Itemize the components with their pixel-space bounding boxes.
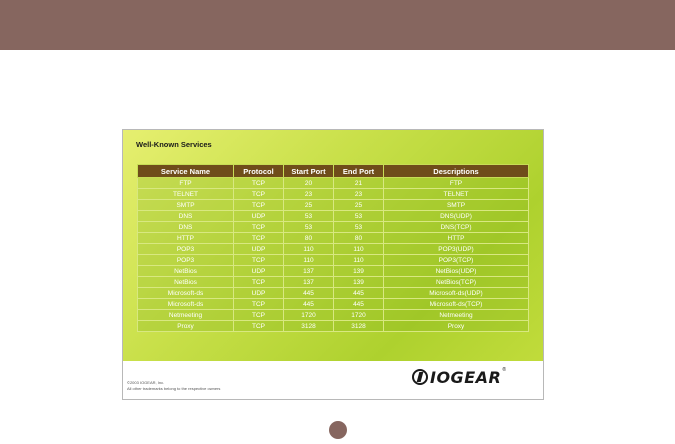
cell-service-name: DNS <box>138 211 234 222</box>
cell-end-port: 23 <box>334 189 384 200</box>
cell-service-name: DNS <box>138 222 234 233</box>
cell-service-name: Microsoft-ds <box>138 299 234 310</box>
cell-description: POP3(UDP) <box>384 244 529 255</box>
services-table <box>137 164 529 332</box>
cell-end-port: 3128 <box>334 321 384 332</box>
cell-description: Proxy <box>384 321 529 332</box>
panel-title: Well-Known Services <box>136 140 212 149</box>
cell-start-port: 23 <box>284 189 334 200</box>
cell-description: NetBios(TCP) <box>384 277 529 288</box>
cell-end-port: 53 <box>334 222 384 233</box>
services-screenshot <box>122 129 544 400</box>
table-header-row <box>138 165 529 178</box>
cell-description: FTP <box>384 178 529 189</box>
cell-service-name: POP3 <box>138 244 234 255</box>
cell-end-port: 80 <box>334 233 384 244</box>
cell-description: SMTP <box>384 200 529 211</box>
copyright-text: ©2003 IOGEAR, Inc. <box>127 380 165 385</box>
table-row <box>138 299 529 310</box>
cell-start-port: 137 <box>284 277 334 288</box>
cell-end-port: 21 <box>334 178 384 189</box>
cell-protocol: TCP <box>234 299 284 310</box>
cell-start-port: 25 <box>284 200 334 211</box>
cell-start-port: 110 <box>284 255 334 266</box>
table-row <box>138 310 529 321</box>
cell-service-name: NetBios <box>138 277 234 288</box>
cell-service-name: Microsoft-ds <box>138 288 234 299</box>
table-row <box>138 321 529 332</box>
cell-service-name: TELNET <box>138 189 234 200</box>
table-row <box>138 233 529 244</box>
cell-protocol: TCP <box>234 310 284 321</box>
cell-end-port: 53 <box>334 211 384 222</box>
cell-end-port: 110 <box>334 255 384 266</box>
cell-end-port: 110 <box>334 244 384 255</box>
column-header-service-name: Service Name <box>138 165 234 178</box>
cell-description: POP3(TCP) <box>384 255 529 266</box>
cell-protocol: TCP <box>234 233 284 244</box>
cell-protocol: TCP <box>234 277 284 288</box>
iogear-logo <box>412 367 538 387</box>
cell-description: DNS(TCP) <box>384 222 529 233</box>
table-row <box>138 189 529 200</box>
cell-description: Netmeeting <box>384 310 529 321</box>
cell-service-name: NetBios <box>138 266 234 277</box>
cell-end-port: 25 <box>334 200 384 211</box>
cell-protocol: UDP <box>234 266 284 277</box>
table-row <box>138 244 529 255</box>
cell-protocol: TCP <box>234 255 284 266</box>
cell-service-name: Proxy <box>138 321 234 332</box>
cell-start-port: 20 <box>284 178 334 189</box>
page-indicator-dot <box>329 421 347 439</box>
cell-end-port: 139 <box>334 266 384 277</box>
cell-service-name: POP3 <box>138 255 234 266</box>
cell-start-port: 80 <box>284 233 334 244</box>
cell-start-port: 445 <box>284 288 334 299</box>
cell-protocol: UDP <box>234 211 284 222</box>
table-row <box>138 255 529 266</box>
cell-description: NetBios(UDP) <box>384 266 529 277</box>
cell-end-port: 1720 <box>334 310 384 321</box>
cell-end-port: 445 <box>334 288 384 299</box>
column-header-end-port: End Port <box>334 165 384 178</box>
cell-start-port: 445 <box>284 299 334 310</box>
registered-mark: ® <box>502 367 507 373</box>
cell-description: DNS(UDP) <box>384 211 529 222</box>
cell-start-port: 3128 <box>284 321 334 332</box>
table-row <box>138 178 529 189</box>
cell-end-port: 445 <box>334 299 384 310</box>
cell-protocol: TCP <box>234 200 284 211</box>
table-row <box>138 211 529 222</box>
cell-protocol: TCP <box>234 321 284 332</box>
cell-description: TELNET <box>384 189 529 200</box>
cell-protocol: TCP <box>234 222 284 233</box>
cell-end-port: 139 <box>334 277 384 288</box>
table-row <box>138 266 529 277</box>
trademark-text: All other trademarks belong to the respective owners <box>127 386 221 391</box>
cell-start-port: 137 <box>284 266 334 277</box>
column-header-descriptions: Descriptions <box>384 165 529 178</box>
cell-protocol: TCP <box>234 178 284 189</box>
cell-description: HTTP <box>384 233 529 244</box>
column-header-start-port: Start Port <box>284 165 334 178</box>
cell-start-port: 53 <box>284 211 334 222</box>
cell-protocol: UDP <box>234 288 284 299</box>
cell-description: Microsoft-ds(TCP) <box>384 299 529 310</box>
column-header-protocol: Protocol <box>234 165 284 178</box>
cell-start-port: 110 <box>284 244 334 255</box>
table-row <box>138 277 529 288</box>
cell-start-port: 1720 <box>284 310 334 321</box>
table-row <box>138 288 529 299</box>
cell-service-name: Netmeeting <box>138 310 234 321</box>
logo-text: IOGEAR <box>430 367 502 387</box>
cell-protocol: UDP <box>234 244 284 255</box>
cell-start-port: 53 <box>284 222 334 233</box>
cell-service-name: FTP <box>138 178 234 189</box>
table-row <box>138 200 529 211</box>
cell-description: Microsoft-ds(UDP) <box>384 288 529 299</box>
top-banner <box>0 0 675 50</box>
cell-service-name: HTTP <box>138 233 234 244</box>
cell-protocol: TCP <box>234 189 284 200</box>
cell-service-name: SMTP <box>138 200 234 211</box>
iogear-logo-icon <box>412 369 428 385</box>
table-row <box>138 222 529 233</box>
